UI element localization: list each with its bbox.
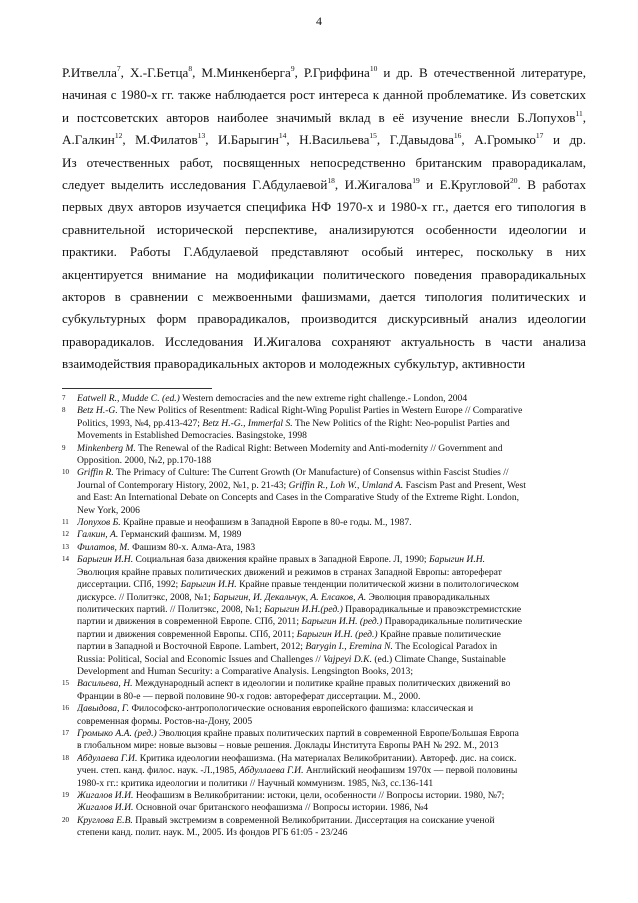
footnote-text-line: Eatwell R., Mudde C. (ed.) Western democracies and the new extreme right challenge.- London, 2004 <box>77 393 468 404</box>
footnote-text-line: партии в Западной и Восточной Европе. Lambert, 2012; Barygin I., Eremina N. The Ecological Paradox in <box>77 641 498 653</box>
footnote-11 <box>62 517 590 529</box>
footnote-10 <box>62 467 590 517</box>
footnote-text-line: Griffin R. The Primacy of Culture: The Current Growth (Or Manufacture) of Consensus within Fascist Studies // <box>77 467 509 479</box>
footnote-text-line: политических партий. // Политэкс, 2008, №1; Барыгин И.Н.(ред.) Праворадикальные и правоэкстремистские <box>77 603 522 615</box>
footnote-text-line: Барыгин И.Н. Социальная база движения крайне правых в Западной Европе. Л, 1990; Барыгин И.Н. <box>77 554 486 566</box>
footnote-text-line: Громыко А.А. (ред.) Эволюция крайне правых политических партий в современной Европе/Большая Европа <box>77 727 519 739</box>
paragraph-line: акторов в сравнении с межвоенными фашизмами, дается типология политических и <box>62 288 586 304</box>
footnote-number: 17 <box>62 728 69 737</box>
footnote-number: 10 <box>62 468 69 477</box>
footnote-text-line: Opposition. 2000, №2, pp.170-188 <box>77 455 212 467</box>
paragraph-line: Из отечественных работ, посвященных непосредственно британским праворадикалам, <box>62 154 586 170</box>
footnote-text-line: Абдулаева Г.И. Критика идеологии неофашизма. (На материалах Великобритании). Автореф. дис. на соиск. <box>77 752 517 764</box>
footnote-text-line: Жигалов И.И. Неофашизм в Великобритании: истоки, цели, особенности // Вопросы истории. 1980, №7; <box>77 790 505 801</box>
paragraph-line: А.Галкин$^{12}$, М.Филатов$^{13}$, И.Барыгин$^{14}$, Н.Васильева$^{15}$, Г.Давыдова$^{16}$, А.Громыко$^{17}$ и др. <box>62 131 586 148</box>
footnote-text-line: современная формы. Ростов-на-Дону, 2005 <box>77 715 253 727</box>
paragraph-line: и постсоветских авторов наиболее значимый вклад в её изучение внесли Б.Лопухов$^{11}$, <box>62 108 586 125</box>
paragraph-line: практики. Работы Г.Абдулаевой представляют особый интерес, поскольку в них <box>62 244 586 260</box>
paragraph-line: начиная с 1980-х гг. также наблюдается рост интереса к данной проблематике. Из советских <box>62 87 586 103</box>
paragraph-line: субкультурных форм праворадикалов, производится дискурсивный анализ идеологии <box>62 311 586 327</box>
footnotes-list <box>62 393 590 840</box>
footnote-text-line: Betz H.-G. The New Politics of Resentment: Radical Right-Wing Populist Parties in Western Europe // Comparative <box>77 405 523 417</box>
body-paragraph <box>62 62 586 375</box>
footnote-text-line: Давыдова, Г. Философско-антропологические основания европейского фашизма: классическая и <box>77 703 474 715</box>
paragraph-line: праворадикалов. Исследования И.Жигалова сохраняют актуальность в части анализа <box>62 333 586 349</box>
footnote-text-line: Жигалов И.И. Основной очаг британского неофашизма // Вопросы истории. 1986, №4 <box>77 802 429 814</box>
footnote-number: 18 <box>62 753 69 762</box>
footnote-text-line: диссертации. СПб, 1992; Барыгин И.Н. Крайне правые тенденции политической жизни в политологическом <box>77 579 519 591</box>
footnote-8 <box>62 405 590 442</box>
footnote-14 <box>62 554 590 678</box>
footnote-number: 7 <box>62 394 66 402</box>
footnote-12 <box>62 529 590 541</box>
footnote-text-line: Васильева, Н. Международный аспект в идеологии и политике крайне правых политических движений во <box>77 678 511 690</box>
footnote-number: 12 <box>62 530 69 539</box>
footnote-7 <box>62 393 590 405</box>
paragraph-line: сравнительной исторической перспективе, анализируются особенности идеологии и <box>62 221 586 237</box>
footnote-text-line: партии и движения современной Европы. СПб, 2011; Барыгин И.Н. (ред.) Крайне правые политические <box>77 628 501 640</box>
footnote-number: 15 <box>62 679 69 688</box>
footnote-text-line: Круглова Е.В. Правый экстремизм в современной Великобритании. Диссертация на соискание ученой <box>77 814 495 826</box>
page-number: 4 <box>316 14 322 28</box>
footnote-text-line: Development and Human Security: a Comparative Analysis. Lengsington Books, 2013; <box>77 665 413 677</box>
footnote-text-line: Movements in Established Democracies. Basingstoke, 1998 <box>77 430 307 442</box>
footnote-text-line: Филатов, М. Фашизм 80-х. Алма-Ата, 1983 <box>77 541 256 553</box>
footnote-text-line: дискурсе. // Политэкс, 2008, №1; Барыгин, И. Декальчук, А. Елсаков, А. Эволюция праворадикальных <box>77 591 490 603</box>
footnote-text-line: Эволюция крайне правых политических движений и режимов в странах Западной Европы: автореферат <box>77 566 502 578</box>
footnote-text-line: Journal of Contemporary History, 2002, №1, p. 21-43; Griffin R., Loh W., Umland A. Fascism Past and Present, West <box>77 479 526 491</box>
footnote-text-line: степени канд. полит. наук. М., 2005. Из фондов РГБ 61:05 - 23/246 <box>77 827 348 839</box>
footnote-number: 19 <box>62 791 69 799</box>
footnote-text-line: Франции в 80-е — первой половине 90-х годов: автореферат диссертации. М., 2000. <box>77 690 421 702</box>
footnote-16 <box>62 703 590 728</box>
footnote-19 <box>62 790 590 815</box>
footnote-text-line: партии и движения в современной Европе. СПб, 2011; Барыгин И.Н. (ред.) Праворадикальные политические <box>77 616 523 628</box>
footnote-text-line: Russia: Political, Social and Economic Issues and Challenges // Vajpeyi D.K. (ed.) Climate Change, Sustainable <box>77 653 506 665</box>
footnote-number: 8 <box>62 406 66 415</box>
paragraph-line: следует выделить исследования Г.Абдулаевой$^{18}$, И.Жигалова$^{19}$ и Е.Кругловой$^{20}$. В работах <box>62 175 586 192</box>
footnote-15 <box>62 678 590 703</box>
paragraph-line: взаимодействия праворадикальных акторов и молодежных субкультур, активности <box>62 356 526 372</box>
footnote-text-line: New York, 2006 <box>77 504 140 516</box>
paragraph-line: Р.Итвелла$^7$, Х.-Г.Бетца$^8$, М.Минкенберга$^9$, Р.Гриффина$^{10}$ и др. В отечественной литературе, <box>62 64 586 80</box>
footnote-text-line: Minkenberg M. The Renewal of the Radical Right: Between Modernity and Anti-modernity // Government and <box>77 442 503 454</box>
footnote-number: 20 <box>62 815 69 824</box>
footnote-number: 11 <box>62 518 69 527</box>
footnote-20 <box>62 815 590 840</box>
paragraph-line: первых двух авторов изучается специфика НФ 1970-х и 1980-х гг., дается его типология в <box>62 199 586 215</box>
footnote-9 <box>62 443 590 468</box>
footnote-18 <box>62 753 590 790</box>
footnote-13 <box>62 542 590 554</box>
footnote-number: 14 <box>62 555 69 564</box>
footnote-17 <box>62 728 590 753</box>
footnote-text-line: Лопухов Б. Крайне правые и неофашизм в Западной Европе в 80-е годы. М., 1987. <box>77 517 412 529</box>
footnote-text-line: and East: An International Debate on Concepts and Cases in the Comparative Study of the Extreme Right. London, <box>77 492 520 504</box>
footnote-text-line: учен. степ. канд. филос. наук. -Л.,1985, Абдуллаева Г.И. Английский неофашизм 1970х — первой половины <box>77 765 518 777</box>
footnote-text-line: Галкин, А. Германский фашизм. М, 1989 <box>77 529 242 541</box>
paragraph-line: акцентируется внимание на модификации политического поведения праворадикальных <box>62 266 586 282</box>
footnote-number: 16 <box>62 704 69 713</box>
footnote-text-line: 1980-х гг.: критика идеологии и политики // Научный коммунизм. 1985, №3, сс.136-141 <box>77 777 434 789</box>
footnote-number: 9 <box>62 443 66 452</box>
footnote-text-line: Politics, 1993, №4, pp.413-427; Betz H.-G., Immerfal S. The New Politics of the Right: Neo-populist Parties and <box>77 417 510 429</box>
footnote-number: 13 <box>62 542 69 551</box>
footnote-divider <box>62 388 212 389</box>
footnote-text-line: в глобальном мире: новые вызовы – новые решения. Доклады Института Европы РАН № 292. М., 2013 <box>77 740 499 752</box>
